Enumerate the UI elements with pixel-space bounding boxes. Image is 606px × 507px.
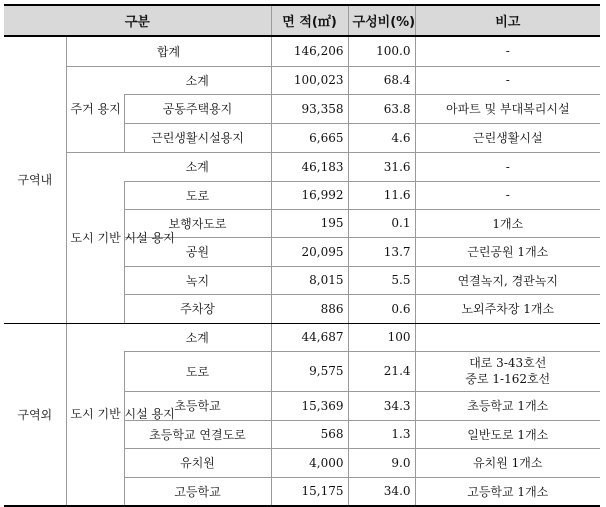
- row-note: 근린공원 1개소: [415, 237, 600, 266]
- row-area: 15,369: [271, 391, 348, 420]
- row-note: 초등학교 1개소: [415, 391, 600, 420]
- row-label: 근린생활시설용지: [124, 123, 271, 152]
- row-area: 20,095: [271, 237, 348, 266]
- row-area: 93,358: [271, 94, 348, 123]
- in-total-label: 합계: [66, 36, 271, 66]
- row-label: 공원: [124, 237, 271, 266]
- row-area: 8,015: [271, 266, 348, 294]
- row-note: 일반도로 1개소: [415, 420, 600, 448]
- in-infra-subtotal-area: 46,183: [271, 152, 348, 181]
- row-ratio: 9.0: [348, 448, 415, 477]
- row-area: 6,665: [271, 123, 348, 152]
- row-ratio: 0.1: [348, 209, 415, 237]
- row-label: 유치원: [124, 448, 271, 477]
- row-note: 근린생활시설: [415, 123, 600, 152]
- residential-subtotal-ratio: 68.4: [348, 66, 415, 94]
- row-ratio: 63.8: [348, 94, 415, 123]
- row-note: 유치원 1개소: [415, 448, 600, 477]
- out-subtotal-area: 44,687: [271, 323, 348, 351]
- row-label: 초등학교: [124, 391, 271, 420]
- row-ratio: 0.6: [348, 294, 415, 323]
- row-note: -: [415, 181, 600, 209]
- land-use-table: [4, 4, 600, 507]
- header-category: 구분: [4, 5, 271, 36]
- note-line: 중로 1-162호선: [465, 372, 551, 386]
- note-line: 대로 3-43호선: [469, 356, 547, 370]
- row-area: 15,175: [271, 477, 348, 506]
- in-total-ratio: 100.0: [348, 36, 415, 66]
- header-note: 비고: [415, 5, 600, 36]
- in-infra-subtotal-label: 소계: [124, 152, 271, 181]
- table-row: [4, 152, 600, 181]
- row-note: 연결녹지, 경관녹지: [415, 266, 600, 294]
- row-label: 초등학교 연결도로: [124, 420, 271, 448]
- row-ratio: 11.6: [348, 181, 415, 209]
- row-note: 아파트 및 부대복리시설: [415, 94, 600, 123]
- in-infra-subtotal-note: -: [415, 152, 600, 181]
- header-area: 면 적(㎡): [271, 5, 348, 36]
- residential-subtotal-area: 100,023: [271, 66, 348, 94]
- row-ratio: 13.7: [348, 237, 415, 266]
- table-row: [4, 36, 600, 66]
- residential-subtotal-label: 소계: [124, 66, 271, 94]
- row-ratio: 34.3: [348, 391, 415, 420]
- row-label: 도로: [124, 181, 271, 209]
- in-zone-label: 구역내: [4, 36, 66, 323]
- row-ratio: 34.0: [348, 477, 415, 506]
- residential-subtotal-note: -: [415, 66, 600, 94]
- in-total-note: -: [415, 36, 600, 66]
- row-label: 보행자도로: [124, 209, 271, 237]
- row-area: 886: [271, 294, 348, 323]
- row-note: [415, 351, 600, 391]
- row-ratio: 21.4: [348, 351, 415, 391]
- row-area: 16,992: [271, 181, 348, 209]
- row-area: 195: [271, 209, 348, 237]
- in-infra-subtotal-ratio: 31.6: [348, 152, 415, 181]
- row-label: 도로: [124, 351, 271, 391]
- table-row: [4, 323, 600, 351]
- row-ratio: 4.6: [348, 123, 415, 152]
- row-area: 568: [271, 420, 348, 448]
- row-label: 주차장: [124, 294, 271, 323]
- row-label: 고등학교: [124, 477, 271, 506]
- out-subtotal-note: [415, 323, 600, 351]
- row-area: 4,000: [271, 448, 348, 477]
- table-row: [4, 66, 600, 94]
- in-total-area: 146,206: [271, 36, 348, 66]
- out-subtotal-ratio: 100: [348, 323, 415, 351]
- header-ratio: 구성비(%): [348, 5, 415, 36]
- out-zone-label: 구역외: [4, 323, 66, 506]
- in-infra-group-label: 도시 기반 시설 용지: [66, 152, 124, 323]
- row-area: 9,575: [271, 351, 348, 391]
- row-ratio: 1.3: [348, 420, 415, 448]
- row-note: 고등학교 1개소: [415, 477, 600, 506]
- out-subtotal-label: 소계: [185, 330, 209, 345]
- row-ratio: 5.5: [348, 266, 415, 294]
- row-note: 1개소: [415, 209, 600, 237]
- row-label: 공동주택용지: [124, 94, 271, 123]
- row-note: 노외주차장 1개소: [415, 294, 600, 323]
- out-infra-group-label: 도시 기반 시설 용지: [66, 323, 124, 506]
- header-row: [4, 5, 600, 36]
- row-label: 녹지: [124, 266, 271, 294]
- residential-group-label: 주거 용지: [66, 66, 124, 152]
